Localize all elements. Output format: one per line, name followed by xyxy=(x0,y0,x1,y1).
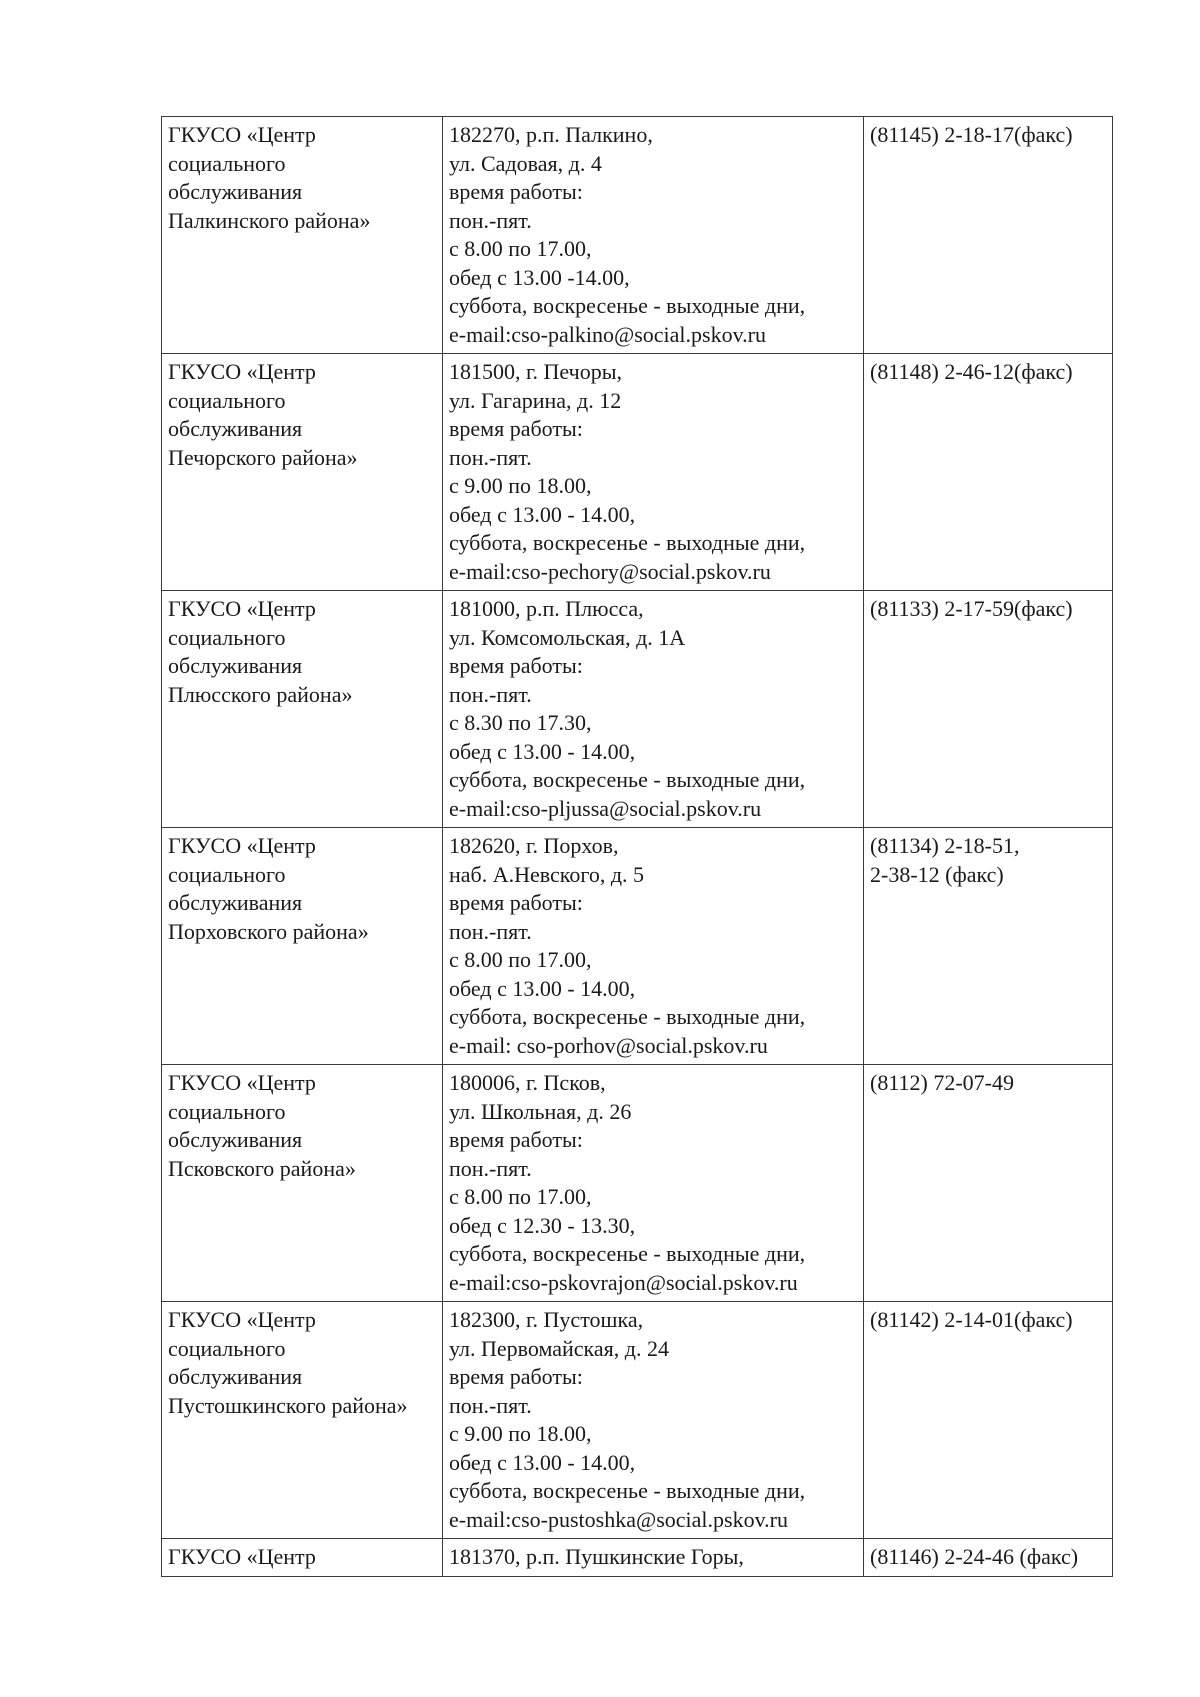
organization-line: социального xyxy=(168,1098,286,1124)
organization-cell xyxy=(162,591,443,828)
organization-line: обслуживания xyxy=(168,179,303,204)
organization-line: ГКУСО «Центр xyxy=(168,359,316,384)
address-cell xyxy=(443,354,864,591)
address-line: 181370, р.п. Пушкинские Горы, xyxy=(449,1544,744,1569)
organization-line: ГКУСО «Центр xyxy=(168,1544,316,1569)
organization-cell xyxy=(162,1302,443,1539)
table-row xyxy=(162,1065,1113,1302)
work-hours-label: время работы: xyxy=(449,653,583,678)
address-line: ул. Гагарина, д. 12 xyxy=(449,387,622,413)
table-row xyxy=(162,828,1113,1065)
address-line: 182300, г. Пустошка, xyxy=(449,1307,644,1332)
table-row xyxy=(162,354,1113,591)
work-hours: с 8.00 по 17.00, xyxy=(449,236,592,261)
phone-cell xyxy=(864,1539,1113,1577)
phone-line: 2-38-12 (факс) xyxy=(870,861,1004,887)
organization-cell xyxy=(162,117,443,354)
organization-line: социального xyxy=(168,1335,286,1361)
phone-cell xyxy=(864,828,1113,1065)
organization-line: Псковского района» xyxy=(168,1155,356,1181)
work-hours: с 9.00 по 18.00, xyxy=(449,473,592,498)
phone-cell xyxy=(864,354,1113,591)
organization-line: обслуживания xyxy=(168,653,303,678)
organization-line: Плюсского района» xyxy=(168,681,353,707)
work-hours-label: время работы: xyxy=(449,1364,583,1389)
organization-line: обслуживания xyxy=(168,416,303,441)
phone-cell xyxy=(864,591,1113,828)
organization-line: обслуживания xyxy=(168,1364,303,1389)
days-off: суббота, воскресенье - выходные дни, xyxy=(449,767,806,792)
organization-line: ГКУСО «Центр xyxy=(168,596,316,621)
lunch-break: обед с 13.00 -14.00, xyxy=(449,264,630,290)
work-hours-label: время работы: xyxy=(449,179,583,204)
address-line: 182620, г. Порхов, xyxy=(449,833,619,858)
email-line: e-mail: cso-porhov@social.pskov.ru xyxy=(449,1032,768,1058)
days-off: суббота, воскресенье - выходные дни, xyxy=(449,530,806,555)
work-hours: с 8.00 по 17.00, xyxy=(449,1184,592,1209)
work-days: пон.-пят. xyxy=(449,444,532,470)
days-off: суббота, воскресенье - выходные дни, xyxy=(449,1478,806,1503)
work-days: пон.-пят. xyxy=(449,1155,532,1181)
address-cell xyxy=(443,1302,864,1539)
table-row xyxy=(162,117,1113,354)
lunch-break: обед с 13.00 - 14.00, xyxy=(449,975,636,1001)
address-line: ул. Школьная, д. 26 xyxy=(449,1098,632,1124)
address-line: наб. А.Невского, д. 5 xyxy=(449,861,645,887)
address-line: 180006, г. Псков, xyxy=(449,1070,606,1095)
organization-cell xyxy=(162,1539,443,1577)
days-off: суббота, воскресенье - выходные дни, xyxy=(449,1241,806,1266)
contacts-table-body xyxy=(162,117,1113,1577)
work-days: пон.-пят. xyxy=(449,207,532,233)
organization-line: социального xyxy=(168,624,286,650)
organization-line: ГКУСО «Центр xyxy=(168,1070,316,1095)
table-row xyxy=(162,591,1113,828)
address-cell xyxy=(443,828,864,1065)
organization-line: ГКУСО «Центр xyxy=(168,122,316,147)
table-row xyxy=(162,1539,1113,1577)
address-line: 181000, р.п. Плюсса, xyxy=(449,596,644,621)
address-line: ул. Садовая, д. 4 xyxy=(449,150,602,176)
address-line: 181500, г. Печоры, xyxy=(449,359,622,384)
address-cell xyxy=(443,591,864,828)
address-cell xyxy=(443,117,864,354)
organization-line: Порховского района» xyxy=(168,918,369,944)
lunch-break: обед с 13.00 - 14.00, xyxy=(449,1449,636,1475)
email-line: e-mail:cso-pechory@social.pskov.ru xyxy=(449,558,771,584)
work-hours-label: время работы: xyxy=(449,890,583,915)
work-hours: с 8.00 по 17.00, xyxy=(449,947,592,972)
lunch-break: обед с 13.00 - 14.00, xyxy=(449,501,636,527)
organization-line: обслуживания xyxy=(168,1127,303,1152)
phone-cell xyxy=(864,1065,1113,1302)
work-hours-label: время работы: xyxy=(449,416,583,441)
work-hours-label: время работы: xyxy=(449,1127,583,1152)
work-days: пон.-пят. xyxy=(449,918,532,944)
days-off: суббота, воскресенье - выходные дни, xyxy=(449,293,806,318)
phone-line: (81145) 2-18-17(факс) xyxy=(870,122,1073,147)
lunch-break: обед с 12.30 - 13.30, xyxy=(449,1212,636,1238)
organization-line: социального xyxy=(168,861,286,887)
lunch-break: обед с 13.00 - 14.00, xyxy=(449,738,636,764)
table-row xyxy=(162,1302,1113,1539)
organization-line: социального xyxy=(168,387,286,413)
address-line: 182270, р.п. Палкино, xyxy=(449,122,653,147)
work-days: пон.-пят. xyxy=(449,681,532,707)
email-line: e-mail:cso-pustoshka@social.pskov.ru xyxy=(449,1506,788,1532)
work-days: пон.-пят. xyxy=(449,1392,532,1418)
organization-line: социального xyxy=(168,150,286,176)
organization-line: Палкинского района» xyxy=(168,207,371,233)
phone-line: (81134) 2-18-51, xyxy=(870,833,1020,858)
work-hours: с 8.30 по 17.30, xyxy=(449,710,592,735)
phone-line: (81146) 2-24-46 (факс) xyxy=(870,1544,1079,1569)
organization-cell xyxy=(162,1065,443,1302)
days-off: суббота, воскресенье - выходные дни, xyxy=(449,1004,806,1029)
address-cell xyxy=(443,1539,864,1577)
phone-cell xyxy=(864,117,1113,354)
organization-line: обслуживания xyxy=(168,890,303,915)
organization-line: Пустошкинского района» xyxy=(168,1392,408,1418)
phone-line: (81142) 2-14-01(факс) xyxy=(870,1307,1073,1332)
email-line: e-mail:cso-pskovrajon@social.pskov.ru xyxy=(449,1269,798,1295)
email-line: e-mail:cso-palkino@social.pskov.ru xyxy=(449,321,766,347)
address-line: ул. Первомайская, д. 24 xyxy=(449,1335,669,1361)
organization-cell xyxy=(162,354,443,591)
address-line: ул. Комсомольская, д. 1А xyxy=(449,624,686,650)
organization-line: Печорского района» xyxy=(168,444,358,470)
phone-line: (81148) 2-46-12(факс) xyxy=(870,359,1073,384)
address-cell xyxy=(443,1065,864,1302)
organization-cell xyxy=(162,828,443,1065)
email-line: e-mail:cso-pljussa@social.pskov.ru xyxy=(449,795,762,821)
phone-line: (81133) 2-17-59(факс) xyxy=(870,596,1073,621)
work-hours: с 9.00 по 18.00, xyxy=(449,1421,592,1446)
contacts-table xyxy=(161,116,1113,1577)
organization-line: ГКУСО «Центр xyxy=(168,833,316,858)
phone-cell xyxy=(864,1302,1113,1539)
phone-line: (8112) 72-07-49 xyxy=(870,1070,1014,1095)
organization-line: ГКУСО «Центр xyxy=(168,1307,316,1332)
